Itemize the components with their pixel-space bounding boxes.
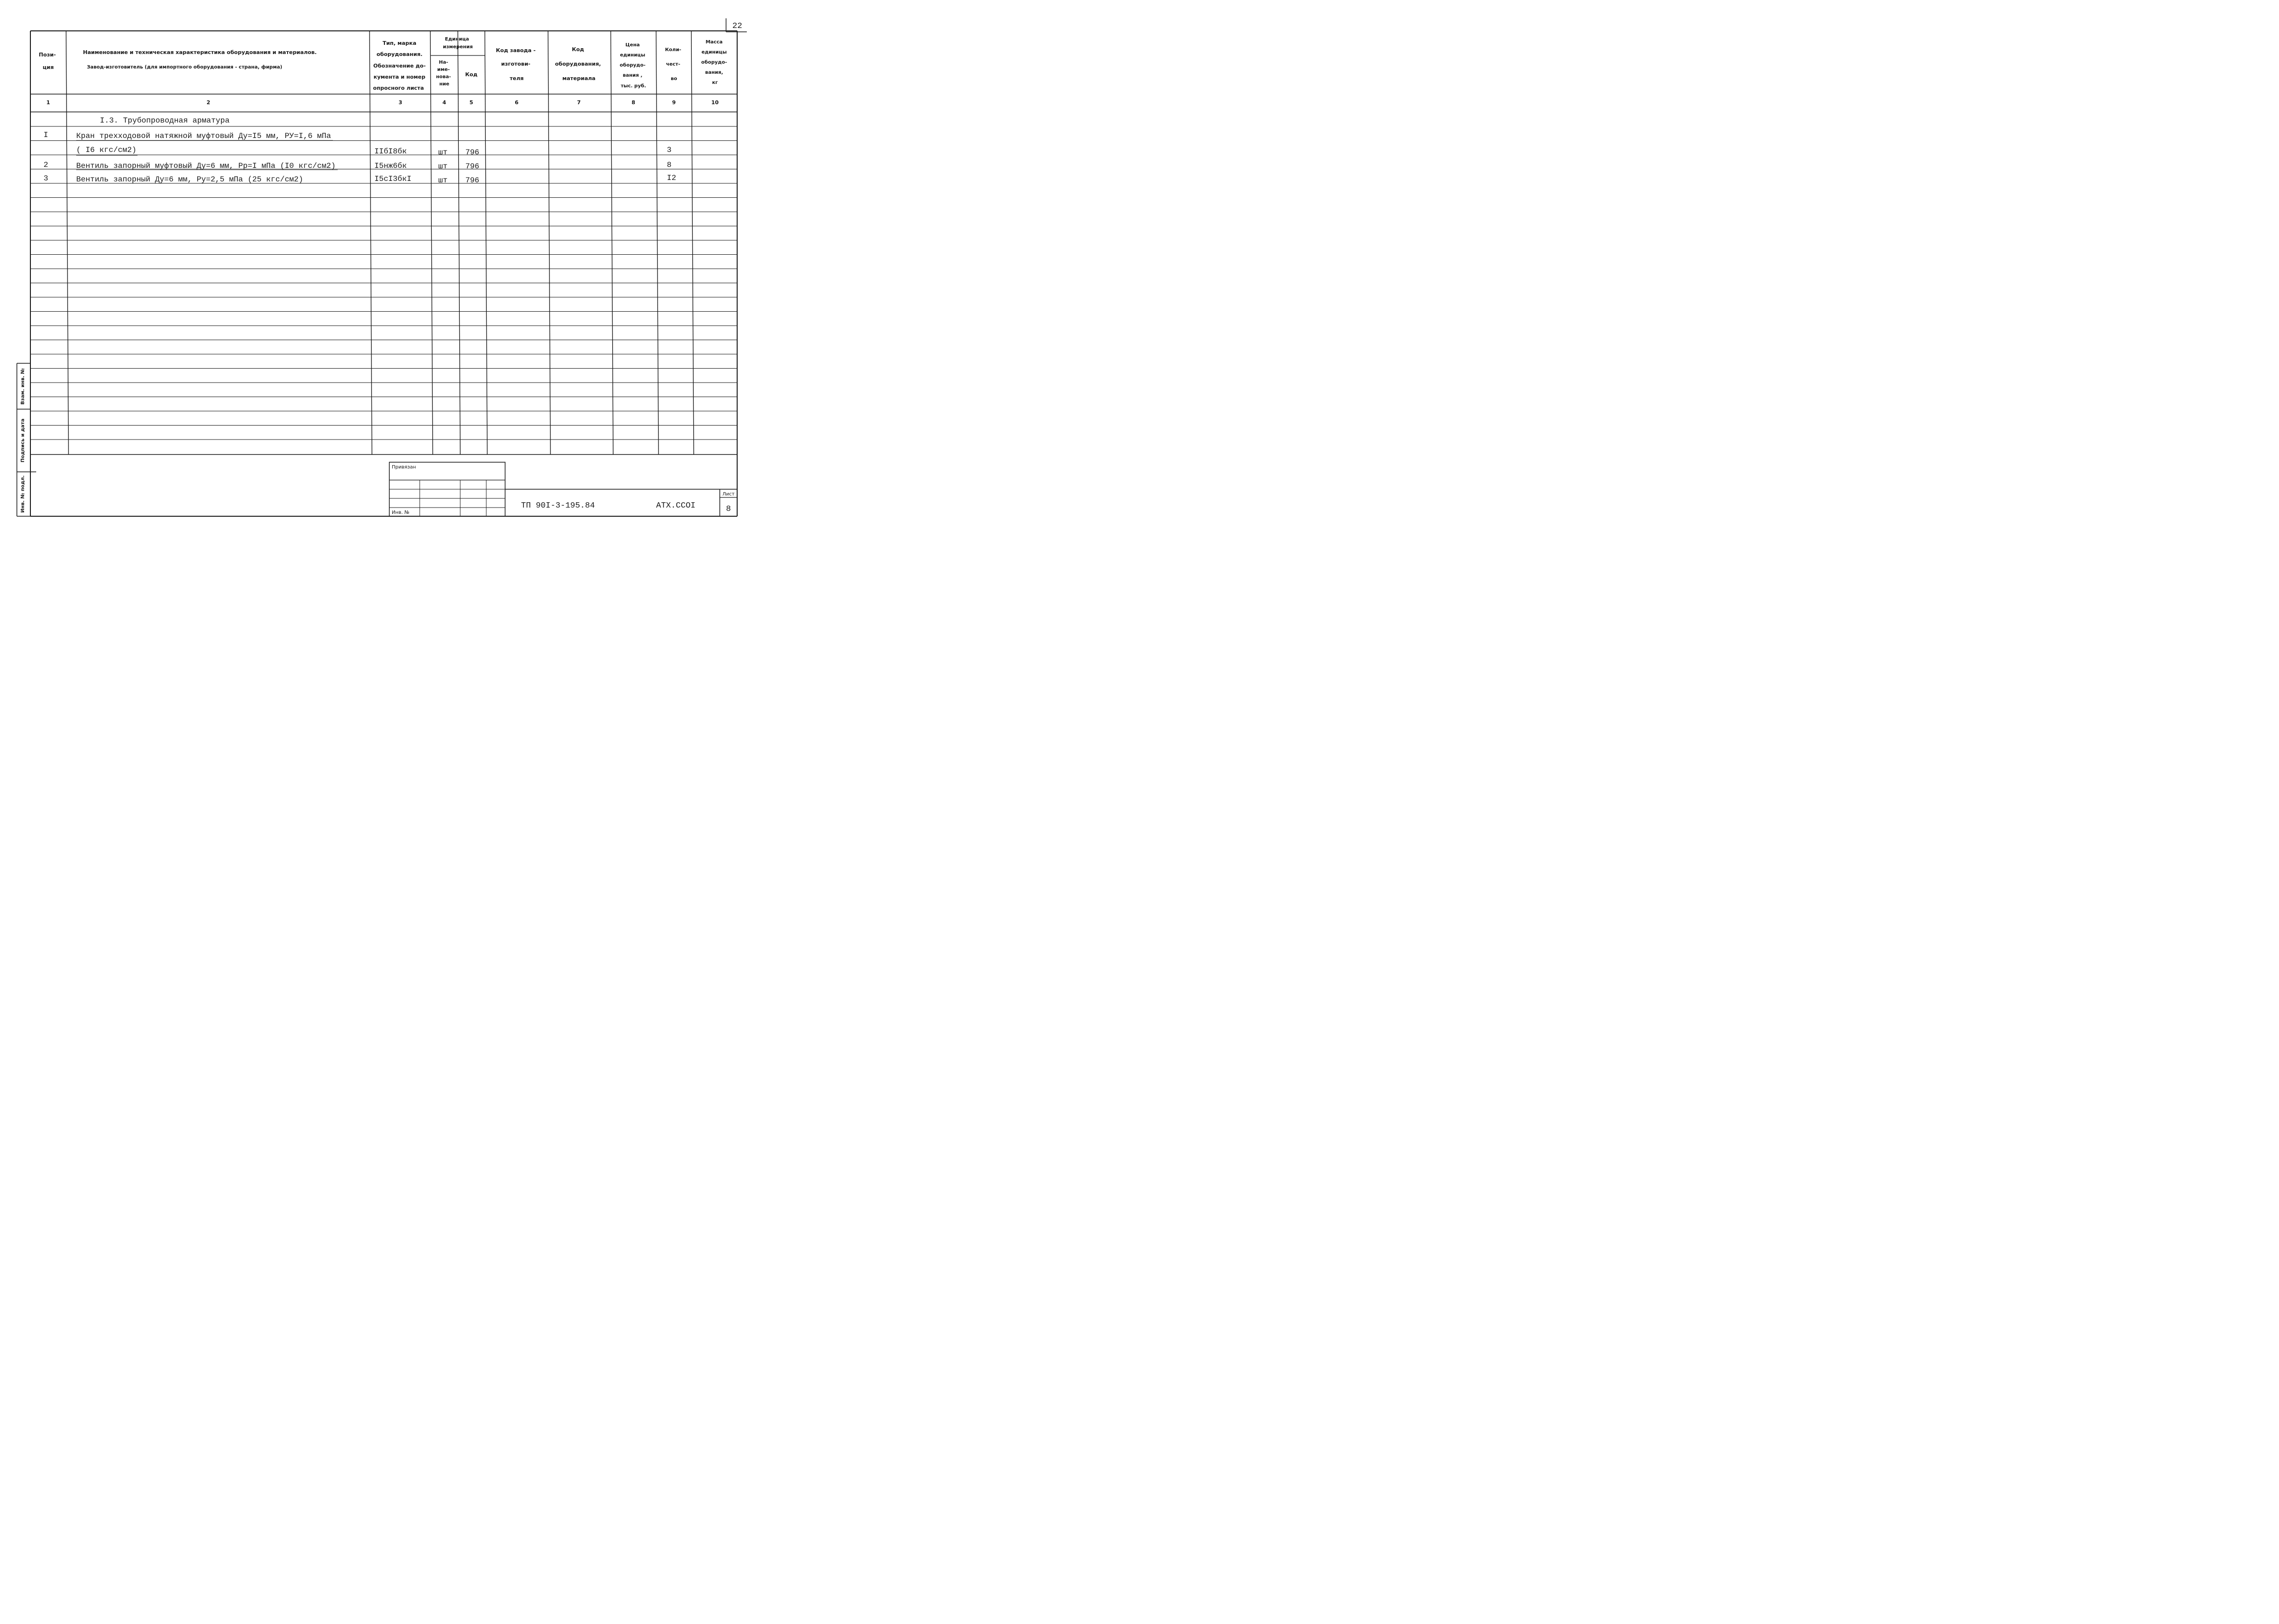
- title-block: [389, 462, 737, 516]
- header-type: Тип, марка оборудования. Обозначение до- кумента и номер опросного листа: [373, 40, 426, 91]
- stamp-attached-label: Привязан: [392, 465, 416, 470]
- sheet-label: Лист: [722, 492, 735, 497]
- document-mark: АТХ.ССОI: [656, 501, 696, 510]
- row-quantity: 3: [667, 146, 672, 154]
- column-number: 10: [711, 99, 719, 106]
- header-mass: Масса единицы оборудо- вания, кг: [701, 40, 728, 85]
- header-price: Цена единицы оборудо- вания , тыс. руб.: [619, 42, 646, 89]
- column-number: 1: [46, 99, 50, 106]
- column-number: 8: [632, 99, 635, 106]
- row-unit: шт: [438, 176, 448, 185]
- row-code: 796: [465, 176, 480, 185]
- table-row: [43, 131, 331, 140]
- row-code: 796: [465, 148, 480, 157]
- column-number: 3: [398, 99, 402, 106]
- section-title: I.3. Трубопроводная арматура: [100, 116, 230, 125]
- header-name-line1: Наименование и техническая характеристика оборудования и материалов.: [83, 49, 317, 55]
- side-label-signature-date: Подпись и дата: [20, 418, 26, 463]
- header-equipment-code: Код оборудования, материала: [555, 46, 601, 82]
- row-position: I: [43, 131, 48, 139]
- row-type: IIбI8бк: [374, 147, 407, 156]
- page-number: 22: [732, 22, 742, 31]
- column-number: 5: [469, 99, 473, 106]
- column-number: 2: [206, 99, 210, 106]
- stamp-inv-label: Инв. №: [392, 510, 410, 515]
- header-unit-name: На- име- нова- ние: [436, 60, 451, 87]
- row-unit: шт: [438, 162, 448, 171]
- row-name: ( I6 кгс/см2): [76, 146, 137, 154]
- header-unit-group: Единица измерения: [442, 37, 473, 50]
- row-code: 796: [465, 162, 480, 171]
- column-number: 7: [577, 99, 581, 106]
- column-number: 9: [672, 99, 676, 106]
- header-position: Пози- ция: [39, 52, 56, 70]
- row-name: Кран трехходовой натяжной муфтовый Ду=I5 мм, РУ=I,6 мПа: [76, 132, 331, 140]
- header-name-line2: Завод-изготовитель (для импортного оборудования - страна, фирма): [87, 65, 283, 70]
- side-label-replaced-inv: Взам. инв. №: [20, 368, 26, 405]
- column-numbers: [46, 99, 719, 106]
- row-unit: шт: [438, 148, 448, 157]
- header-quantity: Коли- чест- во: [665, 47, 682, 82]
- row-type: I5сI3бкI: [374, 175, 412, 183]
- column-number: 4: [442, 99, 446, 106]
- side-label-inv-original: Инв. № подл.: [20, 475, 26, 513]
- row-quantity: 8: [667, 161, 672, 169]
- row-quantity: I2: [667, 174, 676, 182]
- row-position: 2: [43, 161, 48, 169]
- spec-sheet: [0, 0, 760, 541]
- sheet-number: 8: [726, 505, 731, 514]
- row-type: I5нж6бк: [374, 162, 407, 170]
- row-position: 3: [43, 174, 48, 183]
- document-code: ТП 90I-3-195.84: [521, 501, 595, 510]
- row-name: Вентиль запорный Ду=6 мм, Ру=2,5 мПа (25 кгс/см2): [76, 175, 303, 184]
- column-number: 6: [515, 99, 519, 106]
- header-plant-code: Код завода - изготови- теля: [495, 47, 536, 82]
- row-name: Вентиль запорный муфтовый Ду=6 мм, Рр=I мПа (I0 кгс/см2): [76, 162, 336, 170]
- header-unit-code: Код: [465, 71, 478, 78]
- table-header: [39, 37, 728, 91]
